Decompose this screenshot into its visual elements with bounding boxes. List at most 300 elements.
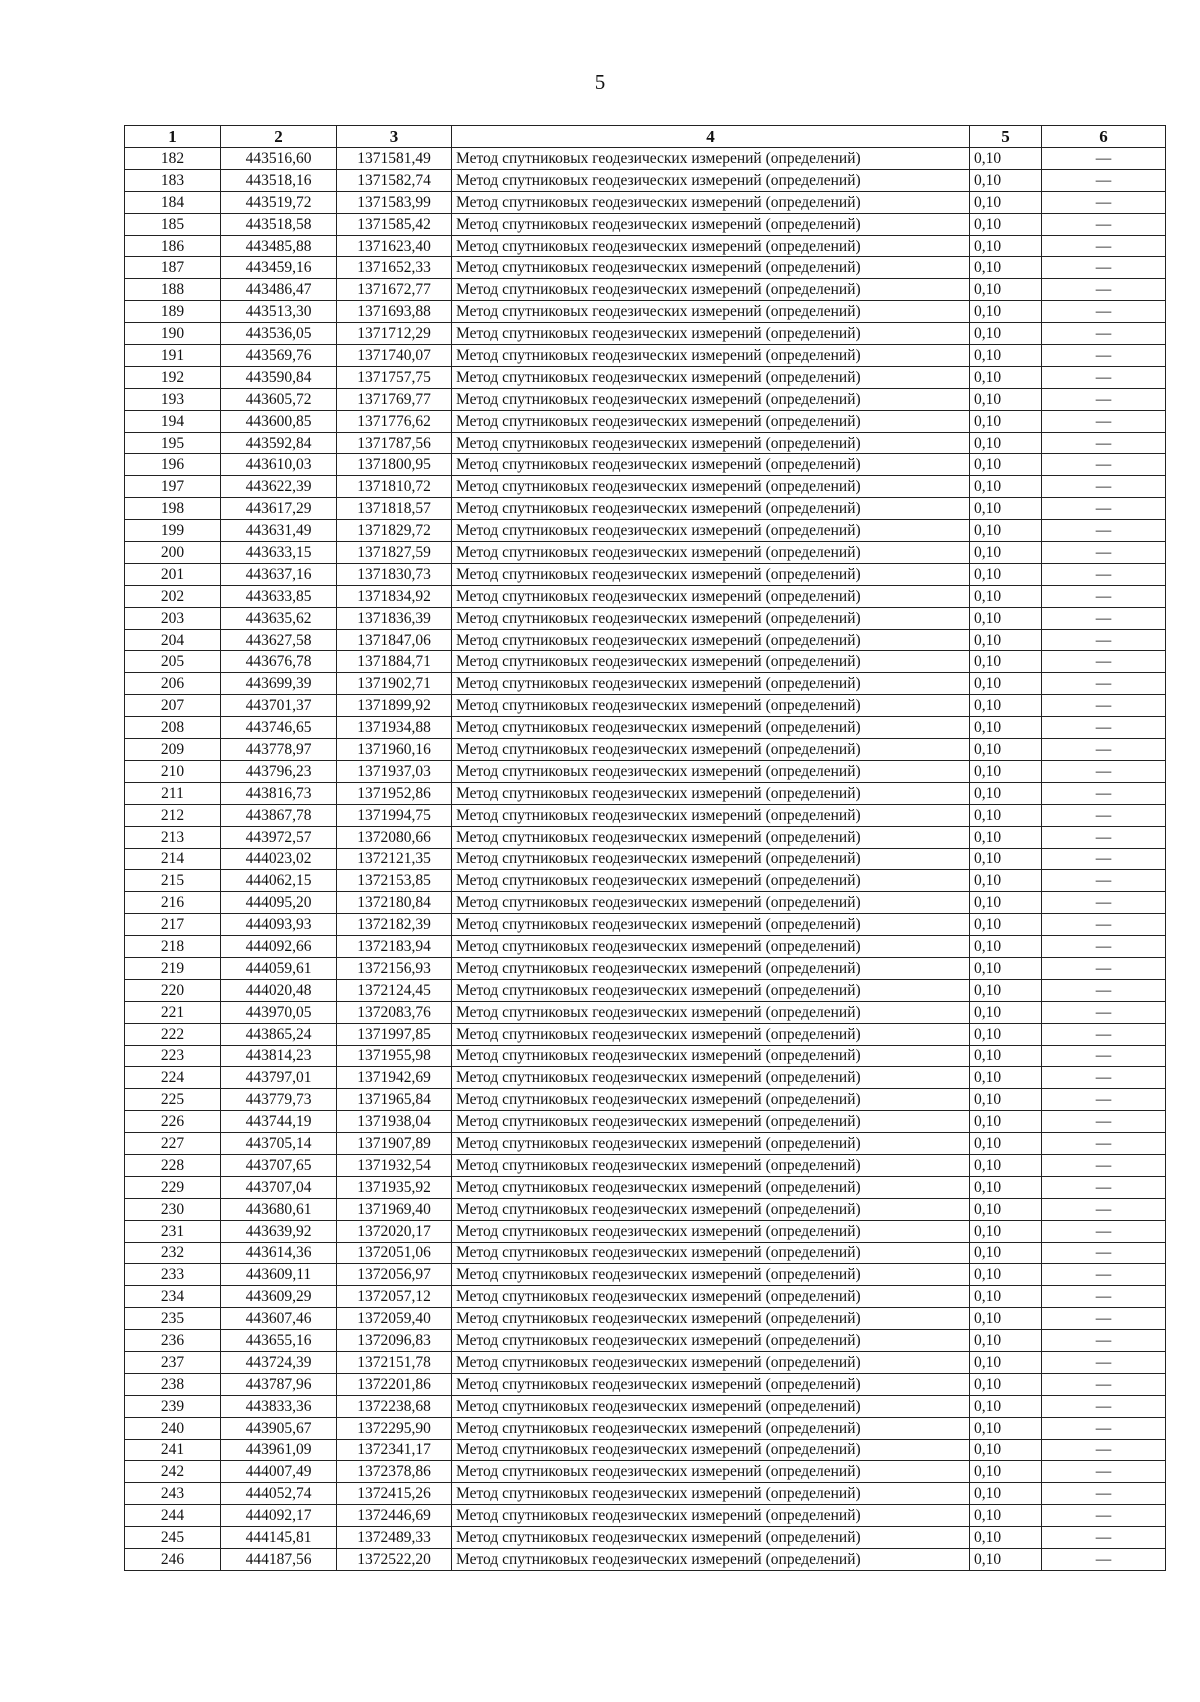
x-coordinate-cell: 443905,67 — [221, 1417, 337, 1439]
point-number-cell: 212 — [125, 804, 221, 826]
method-cell: Метод спутниковых геодезических измерений (определений) — [452, 1351, 970, 1373]
method-cell: Метод спутниковых геодезических измерений (определений) — [452, 936, 970, 958]
accuracy-cell: 0,10 — [970, 607, 1042, 629]
method-cell: Метод спутниковых геодезических измерений (определений) — [452, 1133, 970, 1155]
note-cell: — — [1042, 388, 1166, 410]
table-row — [125, 1417, 1166, 1439]
note-cell: — — [1042, 673, 1166, 695]
note-cell: — — [1042, 520, 1166, 542]
table-row — [125, 542, 1166, 564]
method-cell: Метод спутниковых геодезических измерений (определений) — [452, 148, 970, 170]
note-cell: — — [1042, 1461, 1166, 1483]
method-cell: Метод спутниковых геодезических измерений (определений) — [452, 235, 970, 257]
accuracy-cell: 0,10 — [970, 1001, 1042, 1023]
y-coordinate-cell: 1371938,04 — [337, 1111, 452, 1133]
x-coordinate-cell: 444093,93 — [221, 914, 337, 936]
method-cell: Метод спутниковых геодезических измерений (определений) — [452, 1461, 970, 1483]
note-cell: — — [1042, 1308, 1166, 1330]
note-cell: — — [1042, 1395, 1166, 1417]
note-cell: — — [1042, 804, 1166, 826]
point-number-cell: 192 — [125, 366, 221, 388]
point-number-cell: 240 — [125, 1417, 221, 1439]
table-row — [125, 826, 1166, 848]
method-cell: Метод спутниковых геодезических измерений (определений) — [452, 1264, 970, 1286]
x-coordinate-cell: 443639,92 — [221, 1220, 337, 1242]
method-cell: Метод спутниковых геодезических измерений (определений) — [452, 1505, 970, 1527]
point-number-cell: 214 — [125, 848, 221, 870]
x-coordinate-cell: 443605,72 — [221, 388, 337, 410]
y-coordinate-cell: 1371787,56 — [337, 432, 452, 454]
point-number-cell: 227 — [125, 1133, 221, 1155]
note-cell: — — [1042, 936, 1166, 958]
method-cell: Метод спутниковых геодезических измерений (определений) — [452, 1067, 970, 1089]
x-coordinate-cell: 443622,39 — [221, 476, 337, 498]
x-coordinate-cell: 443536,05 — [221, 323, 337, 345]
method-cell: Метод спутниковых геодезических измерений (определений) — [452, 1417, 970, 1439]
method-cell: Метод спутниковых геодезических измерений (определений) — [452, 1198, 970, 1220]
table-row — [125, 1483, 1166, 1505]
note-cell: — — [1042, 760, 1166, 782]
table-row — [125, 914, 1166, 936]
method-cell: Метод спутниковых геодезических измерений (определений) — [452, 804, 970, 826]
method-cell: Метод спутниковых геодезических измерений (определений) — [452, 651, 970, 673]
table-row — [125, 695, 1166, 717]
column-header-4: 4 — [452, 126, 970, 148]
method-cell: Метод спутниковых геодезических измерений (определений) — [452, 1242, 970, 1264]
accuracy-cell: 0,10 — [970, 979, 1042, 1001]
note-cell: — — [1042, 1089, 1166, 1111]
x-coordinate-cell: 443680,61 — [221, 1198, 337, 1220]
x-coordinate-cell: 443518,16 — [221, 169, 337, 191]
y-coordinate-cell: 1371907,89 — [337, 1133, 452, 1155]
x-coordinate-cell: 443569,76 — [221, 345, 337, 367]
table-row — [125, 476, 1166, 498]
note-cell: — — [1042, 892, 1166, 914]
table-row — [125, 345, 1166, 367]
point-number-cell: 205 — [125, 651, 221, 673]
x-coordinate-cell: 443485,88 — [221, 235, 337, 257]
point-number-cell: 243 — [125, 1483, 221, 1505]
x-coordinate-cell: 444023,02 — [221, 848, 337, 870]
y-coordinate-cell: 1371935,92 — [337, 1176, 452, 1198]
accuracy-cell: 0,10 — [970, 1373, 1042, 1395]
x-coordinate-cell: 444095,20 — [221, 892, 337, 914]
table-row — [125, 673, 1166, 695]
x-coordinate-cell: 443699,39 — [221, 673, 337, 695]
y-coordinate-cell: 1371810,72 — [337, 476, 452, 498]
table-row — [125, 279, 1166, 301]
accuracy-cell: 0,10 — [970, 914, 1042, 936]
x-coordinate-cell: 443627,58 — [221, 629, 337, 651]
point-number-cell: 188 — [125, 279, 221, 301]
y-coordinate-cell: 1371672,77 — [337, 279, 452, 301]
x-coordinate-cell: 443637,16 — [221, 563, 337, 585]
point-number-cell: 226 — [125, 1111, 221, 1133]
accuracy-cell: 0,10 — [970, 892, 1042, 914]
point-number-cell: 213 — [125, 826, 221, 848]
x-coordinate-cell: 443961,09 — [221, 1439, 337, 1461]
x-coordinate-cell: 443787,96 — [221, 1373, 337, 1395]
accuracy-cell: 0,10 — [970, 760, 1042, 782]
accuracy-cell: 0,10 — [970, 1133, 1042, 1155]
point-number-cell: 225 — [125, 1089, 221, 1111]
table-row — [125, 1549, 1166, 1571]
point-number-cell: 201 — [125, 563, 221, 585]
y-coordinate-cell: 1371965,84 — [337, 1089, 452, 1111]
method-cell: Метод спутниковых геодезических измерений (определений) — [452, 760, 970, 782]
note-cell: — — [1042, 870, 1166, 892]
note-cell: — — [1042, 585, 1166, 607]
note-cell: — — [1042, 1154, 1166, 1176]
x-coordinate-cell: 443746,65 — [221, 717, 337, 739]
x-coordinate-cell: 444187,56 — [221, 1549, 337, 1571]
y-coordinate-cell: 1372489,33 — [337, 1527, 452, 1549]
note-cell: — — [1042, 410, 1166, 432]
note-cell: — — [1042, 476, 1166, 498]
method-cell: Метод спутниковых геодезических измерений (определений) — [452, 585, 970, 607]
y-coordinate-cell: 1371955,98 — [337, 1045, 452, 1067]
table-row — [125, 629, 1166, 651]
point-number-cell: 189 — [125, 301, 221, 323]
table-row — [125, 520, 1166, 542]
table-row — [125, 892, 1166, 914]
y-coordinate-cell: 1371952,86 — [337, 782, 452, 804]
accuracy-cell: 0,10 — [970, 1461, 1042, 1483]
table-row — [125, 607, 1166, 629]
table-row — [125, 1395, 1166, 1417]
x-coordinate-cell: 444059,61 — [221, 957, 337, 979]
y-coordinate-cell: 1371934,88 — [337, 717, 452, 739]
x-coordinate-cell: 443610,03 — [221, 454, 337, 476]
method-cell: Метод спутниковых геодезических измерений (определений) — [452, 1308, 970, 1330]
y-coordinate-cell: 1372020,17 — [337, 1220, 452, 1242]
y-coordinate-cell: 1371836,39 — [337, 607, 452, 629]
x-coordinate-cell: 444062,15 — [221, 870, 337, 892]
method-cell: Метод спутниковых геодезических измерений (определений) — [452, 476, 970, 498]
note-cell: — — [1042, 739, 1166, 761]
method-cell: Метод спутниковых геодезических измерений (определений) — [452, 629, 970, 651]
table-row — [125, 760, 1166, 782]
table-row — [125, 323, 1166, 345]
x-coordinate-cell: 443865,24 — [221, 1023, 337, 1045]
note-cell: — — [1042, 1045, 1166, 1067]
accuracy-cell: 0,10 — [970, 1045, 1042, 1067]
note-cell: — — [1042, 607, 1166, 629]
point-number-cell: 242 — [125, 1461, 221, 1483]
table-row — [125, 1154, 1166, 1176]
note-cell: — — [1042, 1527, 1166, 1549]
method-cell: Метод спутниковых геодезических измерений (определений) — [452, 1373, 970, 1395]
method-cell: Метод спутниковых геодезических измерений (определений) — [452, 1483, 970, 1505]
y-coordinate-cell: 1371583,99 — [337, 191, 452, 213]
note-cell: — — [1042, 1549, 1166, 1571]
accuracy-cell: 0,10 — [970, 1330, 1042, 1352]
accuracy-cell: 0,10 — [970, 1220, 1042, 1242]
table-row — [125, 498, 1166, 520]
y-coordinate-cell: 1372183,94 — [337, 936, 452, 958]
y-coordinate-cell: 1371693,88 — [337, 301, 452, 323]
accuracy-cell: 0,10 — [970, 585, 1042, 607]
point-number-cell: 211 — [125, 782, 221, 804]
column-header-5: 5 — [970, 126, 1042, 148]
point-number-cell: 235 — [125, 1308, 221, 1330]
method-cell: Метод спутниковых геодезических измерений (определений) — [452, 563, 970, 585]
method-cell: Метод спутниковых геодезических измерений (определений) — [452, 695, 970, 717]
x-coordinate-cell: 443970,05 — [221, 1001, 337, 1023]
accuracy-cell: 0,10 — [970, 1176, 1042, 1198]
point-number-cell: 186 — [125, 235, 221, 257]
method-cell: Метод спутниковых геодезических измерений (определений) — [452, 1439, 970, 1461]
point-number-cell: 216 — [125, 892, 221, 914]
point-number-cell: 244 — [125, 1505, 221, 1527]
x-coordinate-cell: 443655,16 — [221, 1330, 337, 1352]
table-row — [125, 1089, 1166, 1111]
note-cell: — — [1042, 651, 1166, 673]
x-coordinate-cell: 443459,16 — [221, 257, 337, 279]
method-cell: Метод спутниковых геодезических измерений (определений) — [452, 1330, 970, 1352]
x-coordinate-cell: 443609,29 — [221, 1286, 337, 1308]
y-coordinate-cell: 1372378,86 — [337, 1461, 452, 1483]
note-cell: — — [1042, 498, 1166, 520]
x-coordinate-cell: 443513,30 — [221, 301, 337, 323]
note-cell: — — [1042, 1001, 1166, 1023]
y-coordinate-cell: 1372446,69 — [337, 1505, 452, 1527]
point-number-cell: 198 — [125, 498, 221, 520]
accuracy-cell: 0,10 — [970, 1242, 1042, 1264]
method-cell: Метод спутниковых геодезических измерений (определений) — [452, 979, 970, 1001]
point-number-cell: 223 — [125, 1045, 221, 1067]
method-cell: Метод спутниковых геодезических измерений (определений) — [452, 432, 970, 454]
y-coordinate-cell: 1371769,77 — [337, 388, 452, 410]
accuracy-cell: 0,10 — [970, 1483, 1042, 1505]
accuracy-cell: 0,10 — [970, 1417, 1042, 1439]
point-number-cell: 182 — [125, 148, 221, 170]
note-cell: — — [1042, 826, 1166, 848]
accuracy-cell: 0,10 — [970, 1089, 1042, 1111]
accuracy-cell: 0,10 — [970, 1198, 1042, 1220]
point-number-cell: 219 — [125, 957, 221, 979]
table-body — [125, 148, 1166, 1571]
method-cell: Метод спутниковых геодезических измерений (определений) — [452, 301, 970, 323]
point-number-cell: 193 — [125, 388, 221, 410]
note-cell: — — [1042, 1351, 1166, 1373]
note-cell: — — [1042, 432, 1166, 454]
accuracy-cell: 0,10 — [970, 476, 1042, 498]
y-coordinate-cell: 1371818,57 — [337, 498, 452, 520]
accuracy-cell: 0,10 — [970, 148, 1042, 170]
note-cell: — — [1042, 848, 1166, 870]
note-cell: — — [1042, 235, 1166, 257]
table-row — [125, 432, 1166, 454]
table-row — [125, 388, 1166, 410]
point-number-cell: 232 — [125, 1242, 221, 1264]
x-coordinate-cell: 443797,01 — [221, 1067, 337, 1089]
y-coordinate-cell: 1371969,40 — [337, 1198, 452, 1220]
point-number-cell: 220 — [125, 979, 221, 1001]
y-coordinate-cell: 1371830,73 — [337, 563, 452, 585]
table-row — [125, 410, 1166, 432]
point-number-cell: 239 — [125, 1395, 221, 1417]
y-coordinate-cell: 1372182,39 — [337, 914, 452, 936]
method-cell: Метод спутниковых геодезических измерений (определений) — [452, 1111, 970, 1133]
point-number-cell: 197 — [125, 476, 221, 498]
x-coordinate-cell: 443633,85 — [221, 585, 337, 607]
table-row — [125, 585, 1166, 607]
y-coordinate-cell: 1371932,54 — [337, 1154, 452, 1176]
accuracy-cell: 0,10 — [970, 257, 1042, 279]
note-cell: — — [1042, 1373, 1166, 1395]
accuracy-cell: 0,10 — [970, 520, 1042, 542]
point-number-cell: 206 — [125, 673, 221, 695]
method-cell: Метод спутниковых геодезических измерений (определений) — [452, 345, 970, 367]
accuracy-cell: 0,10 — [970, 1351, 1042, 1373]
x-coordinate-cell: 443814,23 — [221, 1045, 337, 1067]
note-cell: — — [1042, 1198, 1166, 1220]
y-coordinate-cell: 1372083,76 — [337, 1001, 452, 1023]
point-number-cell: 230 — [125, 1198, 221, 1220]
table-row — [125, 804, 1166, 826]
note-cell: — — [1042, 1483, 1166, 1505]
y-coordinate-cell: 1371829,72 — [337, 520, 452, 542]
point-number-cell: 238 — [125, 1373, 221, 1395]
note-cell: — — [1042, 979, 1166, 1001]
note-cell: — — [1042, 957, 1166, 979]
y-coordinate-cell: 1372341,17 — [337, 1439, 452, 1461]
y-coordinate-cell: 1371884,71 — [337, 651, 452, 673]
y-coordinate-cell: 1371581,49 — [337, 148, 452, 170]
point-number-cell: 246 — [125, 1549, 221, 1571]
table-row — [125, 1242, 1166, 1264]
x-coordinate-cell: 443609,11 — [221, 1264, 337, 1286]
note-cell: — — [1042, 1111, 1166, 1133]
note-cell: — — [1042, 1067, 1166, 1089]
point-number-cell: 207 — [125, 695, 221, 717]
method-cell: Метод спутниковых геодезических измерений (определений) — [452, 1527, 970, 1549]
point-number-cell: 222 — [125, 1023, 221, 1045]
y-coordinate-cell: 1372153,85 — [337, 870, 452, 892]
note-cell: — — [1042, 717, 1166, 739]
table-row — [125, 366, 1166, 388]
table-row — [125, 848, 1166, 870]
x-coordinate-cell: 443614,36 — [221, 1242, 337, 1264]
accuracy-cell: 0,10 — [970, 191, 1042, 213]
y-coordinate-cell: 1371623,40 — [337, 235, 452, 257]
method-cell: Метод спутниковых геодезических измерений (определений) — [452, 1045, 970, 1067]
header-row — [125, 126, 1166, 148]
point-number-cell: 204 — [125, 629, 221, 651]
y-coordinate-cell: 1371902,71 — [337, 673, 452, 695]
x-coordinate-cell: 444052,74 — [221, 1483, 337, 1505]
method-cell: Метод спутниковых геодезических измерений (определений) — [452, 454, 970, 476]
point-number-cell: 231 — [125, 1220, 221, 1242]
note-cell: — — [1042, 169, 1166, 191]
accuracy-cell: 0,10 — [970, 629, 1042, 651]
accuracy-cell: 0,10 — [970, 1549, 1042, 1571]
method-cell: Метод спутниковых геодезических измерений (определений) — [452, 1023, 970, 1045]
point-number-cell: 236 — [125, 1330, 221, 1352]
point-number-cell: 221 — [125, 1001, 221, 1023]
method-cell: Метод спутниковых геодезических измерений (определений) — [452, 542, 970, 564]
point-number-cell: 229 — [125, 1176, 221, 1198]
note-cell: — — [1042, 629, 1166, 651]
point-number-cell: 237 — [125, 1351, 221, 1373]
x-coordinate-cell: 443607,46 — [221, 1308, 337, 1330]
note-cell: — — [1042, 695, 1166, 717]
note-cell: — — [1042, 148, 1166, 170]
y-coordinate-cell: 1371712,29 — [337, 323, 452, 345]
note-cell: — — [1042, 454, 1166, 476]
point-number-cell: 194 — [125, 410, 221, 432]
y-coordinate-cell: 1372151,78 — [337, 1351, 452, 1373]
x-coordinate-cell: 443707,04 — [221, 1176, 337, 1198]
note-cell: — — [1042, 257, 1166, 279]
y-coordinate-cell: 1372057,12 — [337, 1286, 452, 1308]
point-number-cell: 215 — [125, 870, 221, 892]
note-cell: — — [1042, 323, 1166, 345]
accuracy-cell: 0,10 — [970, 804, 1042, 826]
table-row — [125, 1461, 1166, 1483]
point-number-cell: 200 — [125, 542, 221, 564]
note-cell: — — [1042, 1330, 1166, 1352]
table-row — [125, 1023, 1166, 1045]
table-row — [125, 301, 1166, 323]
method-cell: Метод спутниковых геодезических измерений (определений) — [452, 673, 970, 695]
table-row — [125, 1308, 1166, 1330]
point-number-cell: 203 — [125, 607, 221, 629]
table-row — [125, 191, 1166, 213]
y-coordinate-cell: 1371827,59 — [337, 542, 452, 564]
y-coordinate-cell: 1371994,75 — [337, 804, 452, 826]
accuracy-cell: 0,10 — [970, 345, 1042, 367]
point-number-cell: 191 — [125, 345, 221, 367]
point-number-cell: 233 — [125, 1264, 221, 1286]
point-number-cell: 218 — [125, 936, 221, 958]
point-number-cell: 224 — [125, 1067, 221, 1089]
note-cell: — — [1042, 301, 1166, 323]
column-header-6: 6 — [1042, 126, 1166, 148]
method-cell: Метод спутниковых геодезических измерений (определений) — [452, 366, 970, 388]
y-coordinate-cell: 1371834,92 — [337, 585, 452, 607]
accuracy-cell: 0,10 — [970, 498, 1042, 520]
y-coordinate-cell: 1371740,07 — [337, 345, 452, 367]
point-number-cell: 209 — [125, 739, 221, 761]
method-cell: Метод спутниковых геодезических измерений (определений) — [452, 323, 970, 345]
accuracy-cell: 0,10 — [970, 1023, 1042, 1045]
table-row — [125, 454, 1166, 476]
x-coordinate-cell: 443516,60 — [221, 148, 337, 170]
accuracy-cell: 0,10 — [970, 848, 1042, 870]
x-coordinate-cell: 443631,49 — [221, 520, 337, 542]
method-cell: Метод спутниковых геодезических измерений (определений) — [452, 957, 970, 979]
y-coordinate-cell: 1371585,42 — [337, 213, 452, 235]
accuracy-cell: 0,10 — [970, 1067, 1042, 1089]
note-cell: — — [1042, 1439, 1166, 1461]
accuracy-cell: 0,10 — [970, 388, 1042, 410]
table-row — [125, 1067, 1166, 1089]
point-number-cell: 199 — [125, 520, 221, 542]
method-cell: Метод спутниковых геодезических измерений (определений) — [452, 717, 970, 739]
method-cell: Метод спутниковых геодезических измерений (определений) — [452, 1001, 970, 1023]
method-cell: Метод спутниковых геодезических измерений (определений) — [452, 1220, 970, 1242]
x-coordinate-cell: 443633,15 — [221, 542, 337, 564]
accuracy-cell: 0,10 — [970, 782, 1042, 804]
accuracy-cell: 0,10 — [970, 1505, 1042, 1527]
point-number-cell: 210 — [125, 760, 221, 782]
x-coordinate-cell: 443833,36 — [221, 1395, 337, 1417]
accuracy-cell: 0,10 — [970, 169, 1042, 191]
point-number-cell: 217 — [125, 914, 221, 936]
accuracy-cell: 0,10 — [970, 936, 1042, 958]
